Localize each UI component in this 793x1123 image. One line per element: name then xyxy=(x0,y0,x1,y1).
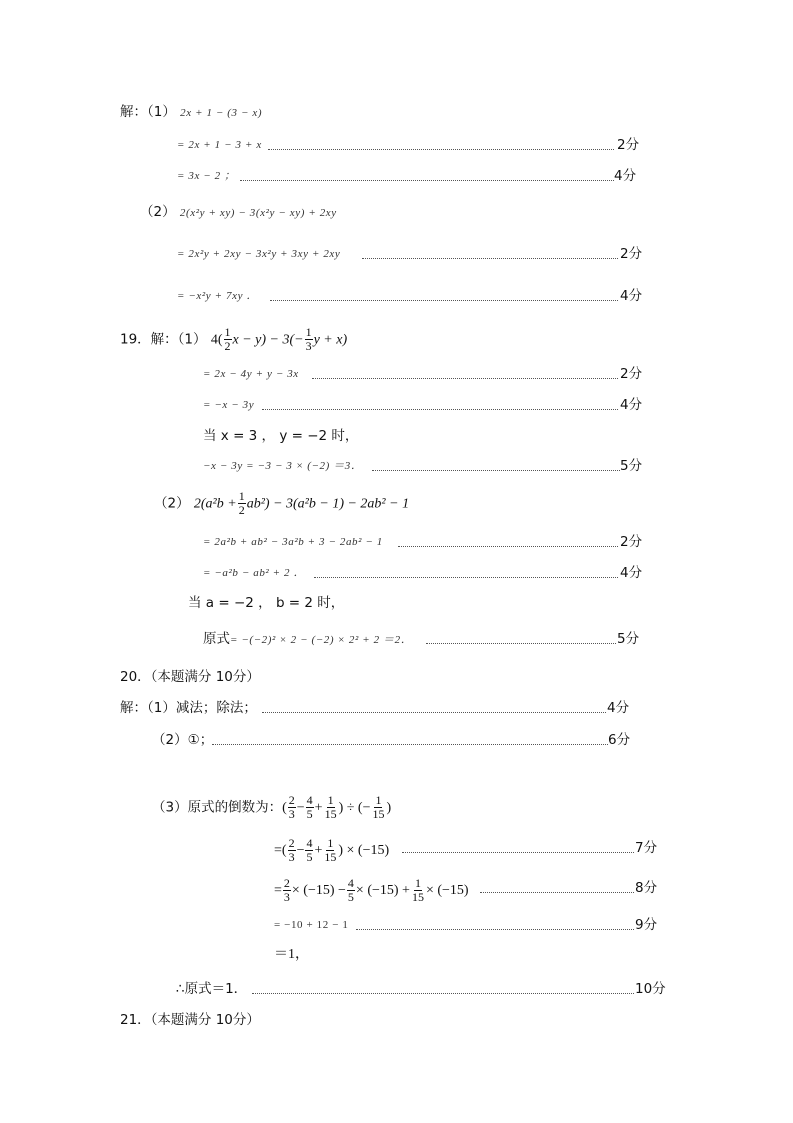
s18-step1-score: 2分 xyxy=(617,137,640,153)
mul-term: × (−15) + xyxy=(355,883,410,898)
s20-part3-label: （3）原式的倒数为： xyxy=(152,799,283,816)
frac-num: 1 xyxy=(238,489,245,503)
s19-expr1-c: y + x) xyxy=(313,332,348,348)
s19-condition1: 当 x = 3 ， y = −2 时， xyxy=(203,428,359,444)
fraction xyxy=(288,794,296,821)
s18-step4: = −x²y + 7xy ． xyxy=(177,290,258,302)
frac-num: 1 xyxy=(327,836,334,850)
s18-step2: = 3x − 2 ； xyxy=(177,170,236,182)
s19-part2 xyxy=(154,490,409,517)
s20-part1: 解：（1）减法；除法； xyxy=(120,700,257,716)
s19-step4: = −a²b − ab² + 2 ． xyxy=(203,567,306,579)
s19-heading xyxy=(120,326,347,353)
leader-dots xyxy=(262,409,618,410)
s20-part3-line3: = $\frac{2}{3}$ × (−15) − $\frac{4}{5}$ × (−15) + $\frac{1}{15}$ × (−15) xyxy=(274,876,469,904)
fraction xyxy=(347,877,355,904)
s20-part2-score: 6分 xyxy=(608,732,631,748)
leader-dots xyxy=(262,712,606,713)
frac-den: 5 xyxy=(306,807,313,821)
s19-eval2-score: 5分 xyxy=(617,631,640,647)
s20-final: ∴原式＝1． xyxy=(176,981,248,997)
fraction xyxy=(305,326,313,353)
mul-term: × (−15) − xyxy=(291,883,346,898)
s19-part2-label: （2） xyxy=(154,495,190,512)
frac-den: 15 xyxy=(372,807,385,821)
frac-den: 5 xyxy=(347,890,354,904)
s20-line2-score: 7分 xyxy=(635,840,658,856)
fraction xyxy=(323,837,337,864)
s21-title: 21．（本题满分 10分） xyxy=(120,1012,260,1028)
leader-dots xyxy=(312,378,618,379)
paren: ( xyxy=(282,800,287,816)
s20-part1-score: 4分 xyxy=(607,700,630,716)
fraction xyxy=(371,794,385,821)
s19-label: 19．解：（1） xyxy=(120,331,207,348)
s20-part3-line2: =( $\frac{2}{3}$ − $\frac{4}{5}$ + $\frac{1}{15}$ ) × (−15) xyxy=(274,836,390,864)
s19-step1-score: 2分 xyxy=(620,366,643,382)
leader-dots xyxy=(268,149,614,150)
div-operator: ) ÷ (− xyxy=(338,800,371,816)
s19-expr1-b: x − y) − 3(− xyxy=(232,332,304,348)
s18-step3-score: 2分 xyxy=(620,246,643,262)
leader-dots xyxy=(314,577,618,578)
frac-den: 15 xyxy=(324,807,337,821)
frac-num: 1 xyxy=(414,876,421,890)
s18-step4-score: 4分 xyxy=(620,288,643,304)
s19-expr1-a: 4( xyxy=(210,332,223,348)
s19-expr2-a: 2(a²b + xyxy=(193,496,237,512)
s18-part1-label: 解：（1） xyxy=(120,104,176,120)
leader-dots xyxy=(212,744,608,745)
leader-dots xyxy=(372,470,620,471)
s20-part3-line4: = −10 + 12 − 1 xyxy=(274,919,349,931)
frac-num: 4 xyxy=(306,793,313,807)
s18-expr1: 2x + 1 − (3 − x) xyxy=(180,107,263,119)
leader-dots xyxy=(356,929,634,930)
frac-den: 2 xyxy=(224,339,231,353)
s19-step1: = 2x − 4y + y − 3x xyxy=(203,368,299,380)
s18-step1: = 2x + 1 − 3 + x xyxy=(177,139,262,151)
s18-step2-score: 4分 xyxy=(614,168,637,184)
fraction xyxy=(288,837,296,864)
fraction xyxy=(283,877,291,904)
frac-den: 15 xyxy=(324,850,337,864)
s20-part3-line1: （3）原式的倒数为：( $\frac{2}{3}$ − $\frac{4}{5}$ + $\frac{1}{15}$ ) ÷ (− $\frac{1}{15}$ ) xyxy=(152,793,392,821)
s19-step4-score: 4分 xyxy=(620,565,643,581)
leader-dots xyxy=(398,546,618,547)
frac-den: 2 xyxy=(238,503,245,517)
leader-dots xyxy=(252,993,634,994)
frac-den: 5 xyxy=(306,850,313,864)
mul-term: × (−15) xyxy=(425,883,469,898)
mul-tail: ) × (−15) xyxy=(338,843,390,858)
s19-step3: = 2a²b + ab² − 3a²b + 3 − 2ab² − 1 xyxy=(203,536,383,548)
frac-num: 1 xyxy=(305,325,312,339)
leader-dots xyxy=(402,852,634,853)
frac-den: 3 xyxy=(305,339,312,353)
frac-num: 2 xyxy=(283,876,290,890)
frac-den: 3 xyxy=(288,850,295,864)
frac-num: 4 xyxy=(347,876,354,890)
s19-eval1: −x − 3y = −3 − 3 × (−2) ＝3． xyxy=(203,460,363,472)
frac-num: 1 xyxy=(375,793,382,807)
s19-expr2-b: ab²) − 3(a²b − 1) − 2ab² − 1 xyxy=(246,496,410,512)
fraction xyxy=(224,326,232,353)
frac-num: 2 xyxy=(288,836,295,850)
s19-step3-score: 2分 xyxy=(620,534,643,550)
s18-part2 xyxy=(140,203,337,222)
s20-title: 20．（本题满分 10分） xyxy=(120,669,260,685)
s18-step3: = 2x²y + 2xy − 3x²y + 3xy + 2xy xyxy=(177,248,341,260)
leader-dots xyxy=(270,300,618,301)
frac-den: 15 xyxy=(411,890,424,904)
s18-part2-label: （2） xyxy=(140,204,176,220)
s19-eval1-score: 5分 xyxy=(620,458,643,474)
s20-part2: （2）①； xyxy=(152,732,214,748)
s19-eval2-expr: = −(−2)² × 2 − (−2) × 2² + 2 ＝2． xyxy=(230,634,413,646)
s19-step2-score: 4分 xyxy=(620,397,643,413)
s19-eval2-label: 原式 xyxy=(203,631,230,647)
frac-num: 4 xyxy=(306,836,313,850)
frac-den: 3 xyxy=(288,807,295,821)
frac-num: 1 xyxy=(327,793,334,807)
s18-solution-label xyxy=(120,103,262,122)
fraction xyxy=(238,490,246,517)
frac-num: 2 xyxy=(288,793,295,807)
fraction xyxy=(305,837,313,864)
leader-dots xyxy=(240,180,614,181)
fraction xyxy=(324,794,338,821)
s20-part3-line5: ＝1， xyxy=(274,947,309,962)
frac-num: 1 xyxy=(224,325,231,339)
leader-dots xyxy=(362,258,618,259)
fraction xyxy=(411,877,425,904)
leader-dots xyxy=(426,643,616,644)
s18-expr2: 2(x²y + xy) − 3(x²y − xy) + 2xy xyxy=(179,207,337,219)
frac-den: 3 xyxy=(283,890,290,904)
s19-step2: = −x − 3y xyxy=(203,399,255,411)
s20-line4-score: 9分 xyxy=(635,917,658,933)
s19-condition2: 当 a = −2 ， b = 2 时， xyxy=(188,595,345,611)
paren: ) xyxy=(386,800,392,816)
s20-final-score: 10分 xyxy=(635,981,666,997)
s19-eval2 xyxy=(203,630,412,649)
s20-line3-score: 8分 xyxy=(635,880,658,896)
leader-dots xyxy=(480,892,634,893)
fraction xyxy=(306,794,314,821)
